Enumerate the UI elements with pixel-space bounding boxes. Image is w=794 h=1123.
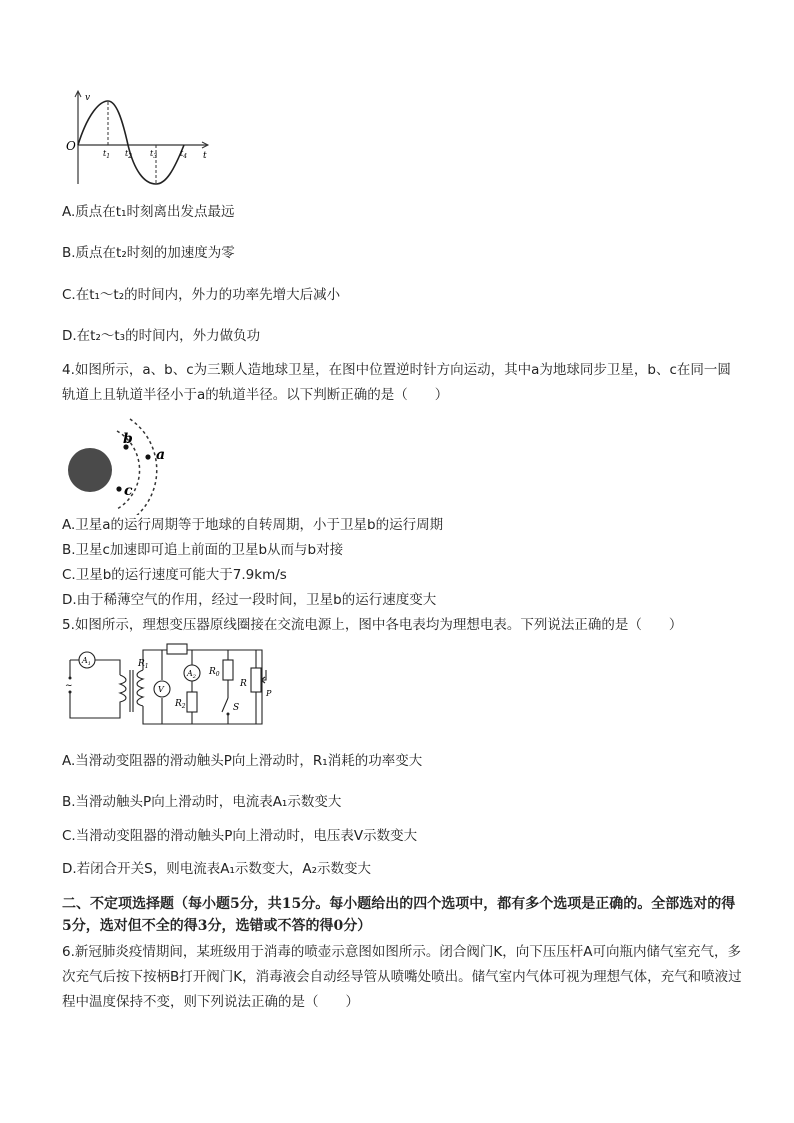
v-label: v — [85, 93, 91, 103]
label-c: c — [124, 483, 133, 499]
label-b: b — [123, 431, 133, 447]
t-label: t — [203, 151, 207, 161]
r1-label: $R_1$ — [138, 659, 149, 670]
sine-curve — [78, 101, 184, 184]
resistor-r1 — [167, 644, 187, 654]
q3-option-d: D.在t₂～t₃的时间内，外力做负功 — [62, 328, 261, 344]
q3-option-c: C.在t₁～t₂的时间内，外力的功率先增大后减小 — [62, 287, 341, 303]
q5-stem: 5.如图所示，理想变压器原线圈接在交流电源上，图中各电表均为理想电表。下列说法正确的是（ ） — [62, 617, 683, 633]
q4-option-a: A.卫星a的运行周期等于地球的自转周期，小于卫星b的运行周期 — [62, 517, 444, 533]
satellite-c — [116, 486, 121, 491]
t2-label: $t_2$ — [125, 149, 133, 160]
v-meter-label: V — [158, 685, 164, 694]
q5-option-c: C.当滑动变阻器的滑动触头P向上滑动时，电压表V示数变大 — [62, 828, 418, 844]
q6-stem: 6.新冠肺炎疫情期间，某班级用于消毒的喷壶示意图如图所示。闭合阀门K，向下压压杆A可向瓶内储气室充气，多次充气后按下按柄B打开阀门K，消毒液会自动经导管从喷嘴处喷出。储气室内气体可视为理想气体，充气和喷液过程中温度保持不变，则下列说法正确的是（ ） — [62, 944, 742, 1010]
q4-option-c: C.卫星b的运行速度可能大于7.9km/s — [62, 567, 287, 583]
q3-option-a: A.质点在t₁时刻离出发点最远 — [62, 204, 235, 220]
vt-graph-figure — [62, 88, 222, 188]
a2-label: $A_2$ — [187, 669, 196, 680]
source-label: ~ — [65, 681, 73, 691]
origin-label: O — [66, 139, 76, 153]
r2-label: $R_2$ — [175, 699, 186, 710]
secondary-coil — [137, 670, 143, 706]
primary-wire — [70, 660, 120, 718]
switch-contact — [227, 713, 230, 716]
s-label: S — [233, 703, 240, 713]
a1-label: $A_1$ — [82, 656, 91, 667]
resistor-r2 — [187, 692, 197, 712]
q5-option-b: B.当滑动触头P向上滑动时，电流表A₁示数变大 — [62, 794, 342, 810]
t1-label: $t_1$ — [103, 149, 111, 160]
section-2-heading: 二、不定项选择题（每小题5分，共15分。每小题给出的四个选项中，都有多个选项是正确的。全部选对的得5分，选对但不全的得3分，选错或不答的得0分） — [62, 896, 736, 934]
transformer-circuit-figure — [62, 640, 282, 730]
q5-option-a: A.当滑动变阻器的滑动触头P向上滑动时，R₁消耗的功率变大 — [62, 753, 423, 769]
resistor-r0 — [223, 660, 233, 680]
satellite-a — [145, 454, 150, 459]
q3-option-b: B.质点在t₂时刻的加速度为零 — [62, 245, 235, 261]
q4-stem: 4.如图所示，a、b、c为三颗人造地球卫星，在图中位置逆时针方向运动，其中a为地球同步卫星，b、c在同一圆轨道上且轨道半径小于a的轨道半径。以下判断正确的是（ ） — [62, 362, 731, 403]
p-label: P — [266, 689, 272, 698]
q4-option-b: B.卫星c加速即可追上前面的卫星b从而与b对接 — [62, 542, 344, 558]
q4-option-d: D.由于稀薄空气的作用，经过一段时间，卫星b的运行速度变大 — [62, 592, 437, 608]
label-a: a — [156, 447, 166, 463]
r0-label: $R_0$ — [209, 667, 220, 678]
switch-s — [222, 698, 228, 712]
q5-option-d: D.若闭合开关S，则电流表A₁示数变大，A₂示数变大 — [62, 861, 372, 877]
t4-label: $t_4$ — [180, 149, 188, 160]
orbit-a — [130, 419, 157, 515]
source-terminal-top — [69, 677, 72, 680]
rheostat-r — [251, 668, 261, 692]
earth — [68, 448, 112, 492]
r-label: R — [240, 679, 247, 689]
t3-label: $t_3$ — [150, 149, 158, 160]
primary-coil — [120, 675, 126, 705]
satellite-figure — [62, 415, 182, 515]
